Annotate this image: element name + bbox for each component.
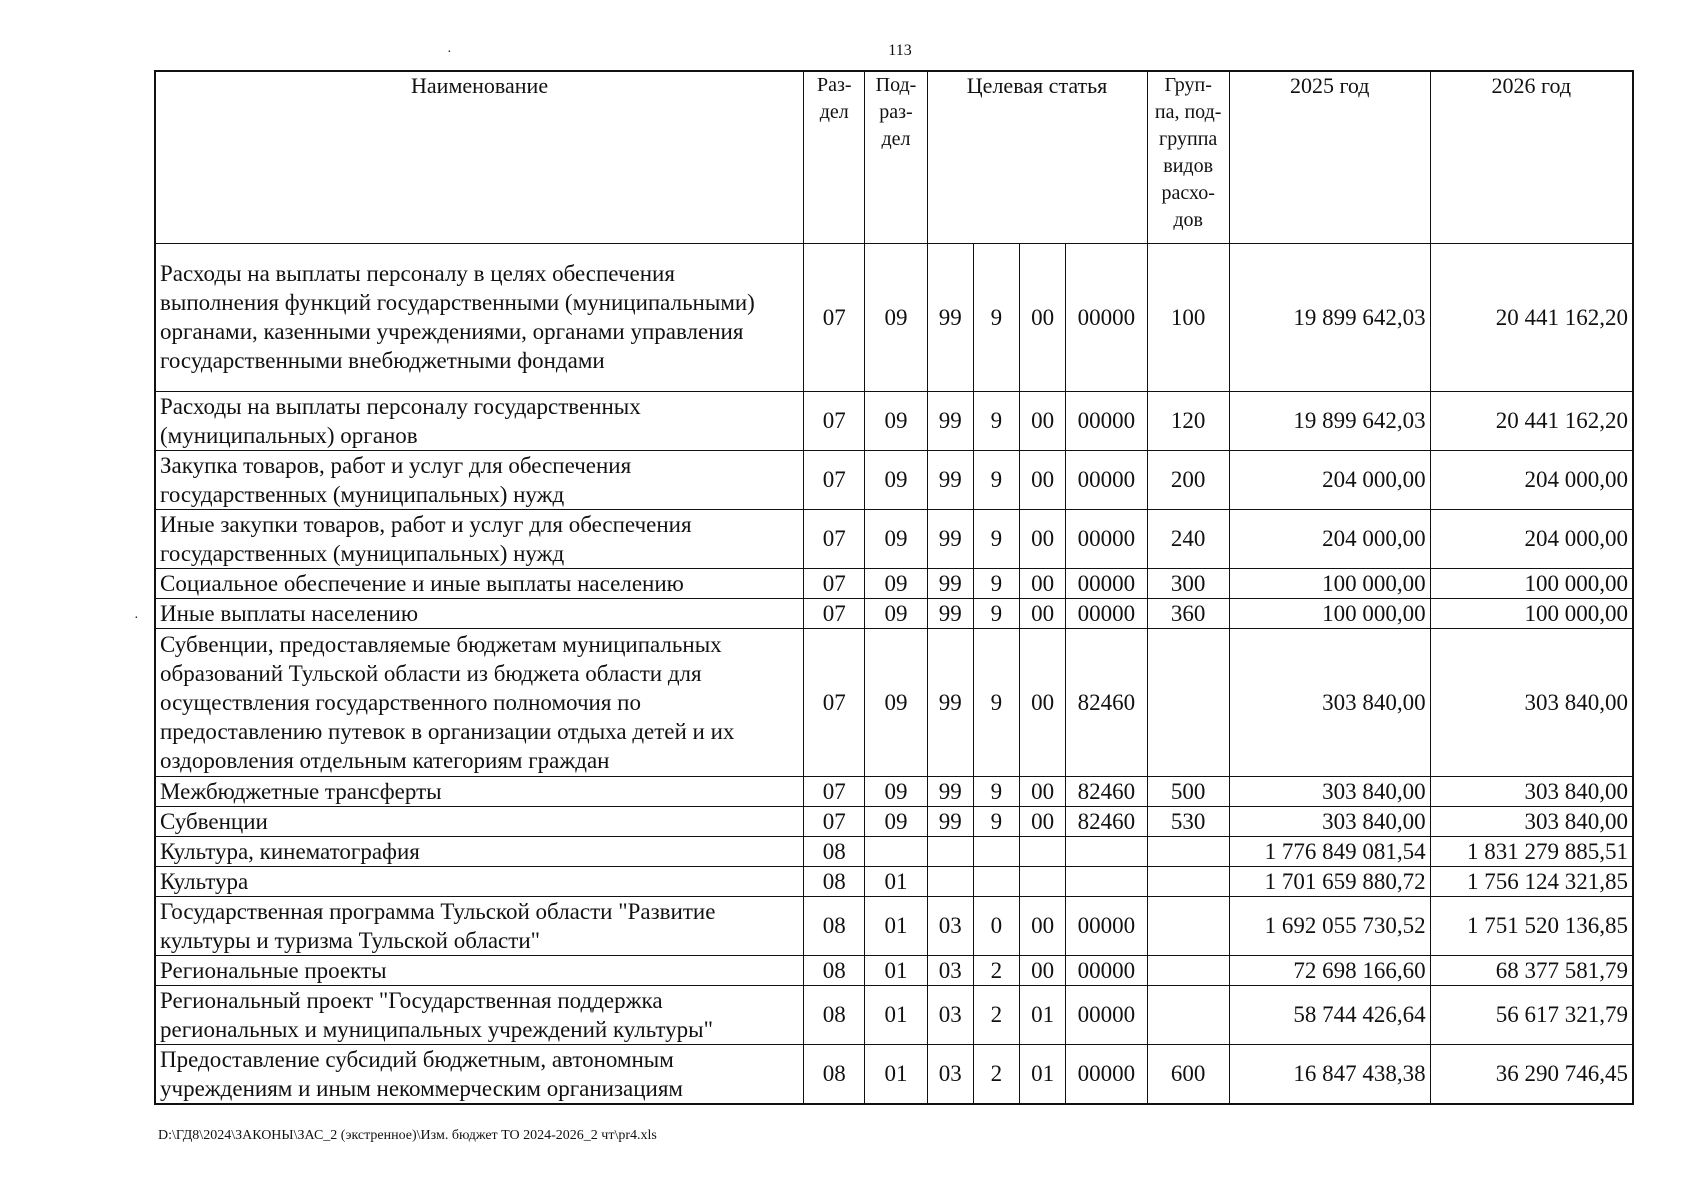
header-year-2026: 2026 год: [1430, 71, 1633, 243]
row-podrazdel: 01: [865, 896, 927, 955]
row-expense-group: [1147, 836, 1229, 866]
scan-dot-top: ·: [447, 45, 452, 60]
row-amount-2025: 303 840,00: [1229, 776, 1430, 806]
row-amount-2026: 204 000,00: [1430, 509, 1633, 568]
file-path-footer: D:\ГД8\2024\ЗАКОНЫ\ЗАС_2 (экстренное)\Изм. бюджет ТО 2024-2026_2 чт\pr4.xls: [158, 1128, 657, 1143]
budget-table: [154, 70, 1634, 1105]
row-target-code: [1066, 836, 1147, 866]
row-target-direction: 0: [973, 896, 1019, 955]
row-target-direction: 9: [973, 568, 1019, 598]
table-row: [155, 806, 1633, 836]
row-razdel: 07: [804, 598, 865, 628]
row-razdel: 07: [804, 243, 865, 391]
row-target-subdirection: [1019, 836, 1065, 866]
table-row: [155, 450, 1633, 509]
row-target-program: 03: [927, 1044, 973, 1104]
row-expense-group: [1147, 985, 1229, 1044]
row-amount-2025: 1 701 659 880,72: [1229, 866, 1430, 896]
row-target-code: 00000: [1066, 509, 1147, 568]
row-expense-group: 300: [1147, 568, 1229, 598]
row-target-direction: 9: [973, 806, 1019, 836]
row-target-subdirection: 01: [1019, 1044, 1065, 1104]
table-row: [155, 568, 1633, 598]
row-amount-2026: 36 290 746,45: [1430, 1044, 1633, 1104]
row-target-code: 82460: [1066, 776, 1147, 806]
row-amount-2025: 58 744 426,64: [1229, 985, 1430, 1044]
table-row: [155, 243, 1633, 391]
row-amount-2025: 100 000,00: [1229, 598, 1430, 628]
row-target-direction: 9: [973, 243, 1019, 391]
row-name: Иные закупки товаров, работ и услуг для обеспечения государственных (муниципальных) нужд: [155, 509, 804, 568]
row-target-program: [927, 836, 973, 866]
row-name: Межбюджетные трансферты: [155, 776, 804, 806]
row-target-direction: 9: [973, 509, 1019, 568]
header-podrazdel: Под- раз- дел: [865, 71, 927, 243]
row-target-subdirection: 00: [1019, 955, 1065, 985]
row-target-subdirection: 00: [1019, 598, 1065, 628]
row-target-subdirection: 00: [1019, 509, 1065, 568]
row-target-subdirection: 00: [1019, 450, 1065, 509]
row-target-code: 00000: [1066, 1044, 1147, 1104]
header-year-2025: 2025 год: [1229, 71, 1430, 243]
row-expense-group: [1147, 628, 1229, 776]
table-row: [155, 896, 1633, 955]
row-target-subdirection: 00: [1019, 896, 1065, 955]
row-amount-2025: 303 840,00: [1229, 628, 1430, 776]
row-name: Предоставление субсидий бюджетным, автономным учреждениям и иным некоммерческим организациям: [155, 1044, 804, 1104]
row-target-program: 99: [927, 391, 973, 450]
row-podrazdel: 01: [865, 955, 927, 985]
row-podrazdel: 09: [865, 628, 927, 776]
table-row: [155, 391, 1633, 450]
row-target-direction: [973, 866, 1019, 896]
row-target-code: 00000: [1066, 450, 1147, 509]
row-target-code: 00000: [1066, 985, 1147, 1044]
row-target-program: 99: [927, 450, 973, 509]
row-target-program: 99: [927, 243, 973, 391]
row-target-direction: 9: [973, 598, 1019, 628]
row-target-direction: 2: [973, 985, 1019, 1044]
row-target-program: 03: [927, 985, 973, 1044]
row-expense-group: 500: [1147, 776, 1229, 806]
row-expense-group: 530: [1147, 806, 1229, 836]
row-name: Расходы на выплаты персоналу в целях обеспечения выполнения функций государственными (муниципальными) органами, казенными учреждениями, органами управления государственными внебюджетными фондами: [155, 243, 804, 391]
header-target-article: Целевая статья: [927, 71, 1147, 243]
row-target-code: 00000: [1066, 955, 1147, 985]
row-target-subdirection: 00: [1019, 776, 1065, 806]
row-expense-group: [1147, 955, 1229, 985]
row-amount-2025: 19 899 642,03: [1229, 391, 1430, 450]
row-target-subdirection: 00: [1019, 568, 1065, 598]
row-target-subdirection: 00: [1019, 391, 1065, 450]
row-amount-2025: 1 776 849 081,54: [1229, 836, 1430, 866]
row-podrazdel: 09: [865, 391, 927, 450]
table-header: [155, 71, 1633, 243]
row-amount-2025: 100 000,00: [1229, 568, 1430, 598]
row-target-direction: 2: [973, 955, 1019, 985]
row-target-subdirection: 01: [1019, 985, 1065, 1044]
scan-dot-left: ·: [134, 611, 139, 626]
row-target-program: 99: [927, 776, 973, 806]
row-amount-2026: 303 840,00: [1430, 776, 1633, 806]
row-target-code: 00000: [1066, 896, 1147, 955]
page-number: 113: [888, 42, 912, 59]
table-body: [155, 243, 1633, 1104]
row-amount-2026: 1 831 279 885,51: [1430, 836, 1633, 866]
row-target-direction: 9: [973, 776, 1019, 806]
row-name: Культура, кинематография: [155, 836, 804, 866]
row-target-subdirection: 00: [1019, 628, 1065, 776]
row-target-program: [927, 866, 973, 896]
row-amount-2025: 303 840,00: [1229, 806, 1430, 836]
row-amount-2026: 100 000,00: [1430, 598, 1633, 628]
row-name: Субвенции, предоставляемые бюджетам муниципальных образований Тульской области из бюджета области для осуществления государственного полномочия по предоставлению путевок в организации отдыха детей и их оздоровления отдельным категориям граждан: [155, 628, 804, 776]
row-podrazdel: 09: [865, 568, 927, 598]
row-podrazdel: 01: [865, 866, 927, 896]
row-amount-2026: 204 000,00: [1430, 450, 1633, 509]
row-razdel: 08: [804, 985, 865, 1044]
row-target-code: 00000: [1066, 243, 1147, 391]
row-razdel: 08: [804, 955, 865, 985]
row-target-program: 99: [927, 598, 973, 628]
row-target-program: 99: [927, 568, 973, 598]
row-name: Региональные проекты: [155, 955, 804, 985]
table-row: [155, 836, 1633, 866]
row-razdel: 08: [804, 866, 865, 896]
row-amount-2025: 72 698 166,60: [1229, 955, 1430, 985]
row-target-subdirection: [1019, 866, 1065, 896]
row-expense-group: 120: [1147, 391, 1229, 450]
row-target-code: 00000: [1066, 598, 1147, 628]
row-amount-2025: 1 692 055 730,52: [1229, 896, 1430, 955]
row-razdel: 07: [804, 391, 865, 450]
row-expense-group: 200: [1147, 450, 1229, 509]
row-name: Закупка товаров, работ и услуг для обеспечения государственных (муниципальных) нужд: [155, 450, 804, 509]
row-razdel: 07: [804, 450, 865, 509]
row-amount-2026: 303 840,00: [1430, 628, 1633, 776]
row-razdel: 08: [804, 836, 865, 866]
row-name: Субвенции: [155, 806, 804, 836]
row-amount-2025: 19 899 642,03: [1229, 243, 1430, 391]
row-target-program: 03: [927, 896, 973, 955]
row-razdel: 08: [804, 896, 865, 955]
row-target-direction: 9: [973, 391, 1019, 450]
table-row: [155, 866, 1633, 896]
row-podrazdel: 09: [865, 509, 927, 568]
row-podrazdel: 09: [865, 598, 927, 628]
row-podrazdel: 01: [865, 1044, 927, 1104]
table-row: [155, 509, 1633, 568]
row-podrazdel: 09: [865, 450, 927, 509]
row-target-program: 99: [927, 509, 973, 568]
row-podrazdel: 09: [865, 806, 927, 836]
row-target-program: 99: [927, 806, 973, 836]
row-podrazdel: 01: [865, 985, 927, 1044]
row-target-subdirection: 00: [1019, 243, 1065, 391]
row-name: Расходы на выплаты персоналу государственных (муниципальных) органов: [155, 391, 804, 450]
row-amount-2026: 20 441 162,20: [1430, 243, 1633, 391]
row-expense-group: 600: [1147, 1044, 1229, 1104]
row-expense-group: [1147, 866, 1229, 896]
row-name: Социальное обеспечение и иные выплаты населению: [155, 568, 804, 598]
row-target-program: 99: [927, 628, 973, 776]
row-expense-group: 100: [1147, 243, 1229, 391]
row-target-direction: 9: [973, 628, 1019, 776]
row-target-code: 82460: [1066, 628, 1147, 776]
row-amount-2026: 303 840,00: [1430, 806, 1633, 836]
row-razdel: 07: [804, 509, 865, 568]
row-name: Иные выплаты населению: [155, 598, 804, 628]
row-amount-2026: 56 617 321,79: [1430, 985, 1633, 1044]
row-razdel: 07: [804, 628, 865, 776]
row-expense-group: [1147, 896, 1229, 955]
row-target-code: 82460: [1066, 806, 1147, 836]
table-row: [155, 598, 1633, 628]
row-expense-group: 360: [1147, 598, 1229, 628]
row-target-program: 03: [927, 955, 973, 985]
header-name: Наименование: [155, 71, 804, 243]
row-amount-2026: 1 751 520 136,85: [1430, 896, 1633, 955]
row-amount-2026: 20 441 162,20: [1430, 391, 1633, 450]
row-amount-2025: 204 000,00: [1229, 450, 1430, 509]
row-podrazdel: 09: [865, 243, 927, 391]
header-expense-group: Груп- па, под- группа видов расхо- дов: [1147, 71, 1229, 243]
row-amount-2026: 68 377 581,79: [1430, 955, 1633, 985]
row-amount-2026: 100 000,00: [1430, 568, 1633, 598]
row-amount-2026: 1 756 124 321,85: [1430, 866, 1633, 896]
row-podrazdel: 09: [865, 776, 927, 806]
row-razdel: 07: [804, 776, 865, 806]
row-target-direction: [973, 836, 1019, 866]
row-amount-2025: 204 000,00: [1229, 509, 1430, 568]
row-razdel: 07: [804, 806, 865, 836]
row-name: Региональный проект "Государственная поддержка региональных и муниципальных учреждений культуры": [155, 985, 804, 1044]
row-name: Культура: [155, 866, 804, 896]
row-target-code: 00000: [1066, 568, 1147, 598]
row-target-code: 00000: [1066, 391, 1147, 450]
table-row: [155, 955, 1633, 985]
header-razdel: Раз- дел: [804, 71, 865, 243]
table-row: [155, 628, 1633, 776]
row-razdel: 07: [804, 568, 865, 598]
row-amount-2025: 16 847 438,38: [1229, 1044, 1430, 1104]
row-target-direction: 2: [973, 1044, 1019, 1104]
row-target-subdirection: 00: [1019, 806, 1065, 836]
row-name: Государственная программа Тульской области "Развитие культуры и туризма Тульской области": [155, 896, 804, 955]
row-target-code: [1066, 866, 1147, 896]
row-expense-group: 240: [1147, 509, 1229, 568]
row-podrazdel: [865, 836, 927, 866]
table-row: [155, 985, 1633, 1044]
table-row: [155, 776, 1633, 806]
table-row: [155, 1044, 1633, 1104]
row-target-direction: 9: [973, 450, 1019, 509]
row-razdel: 08: [804, 1044, 865, 1104]
